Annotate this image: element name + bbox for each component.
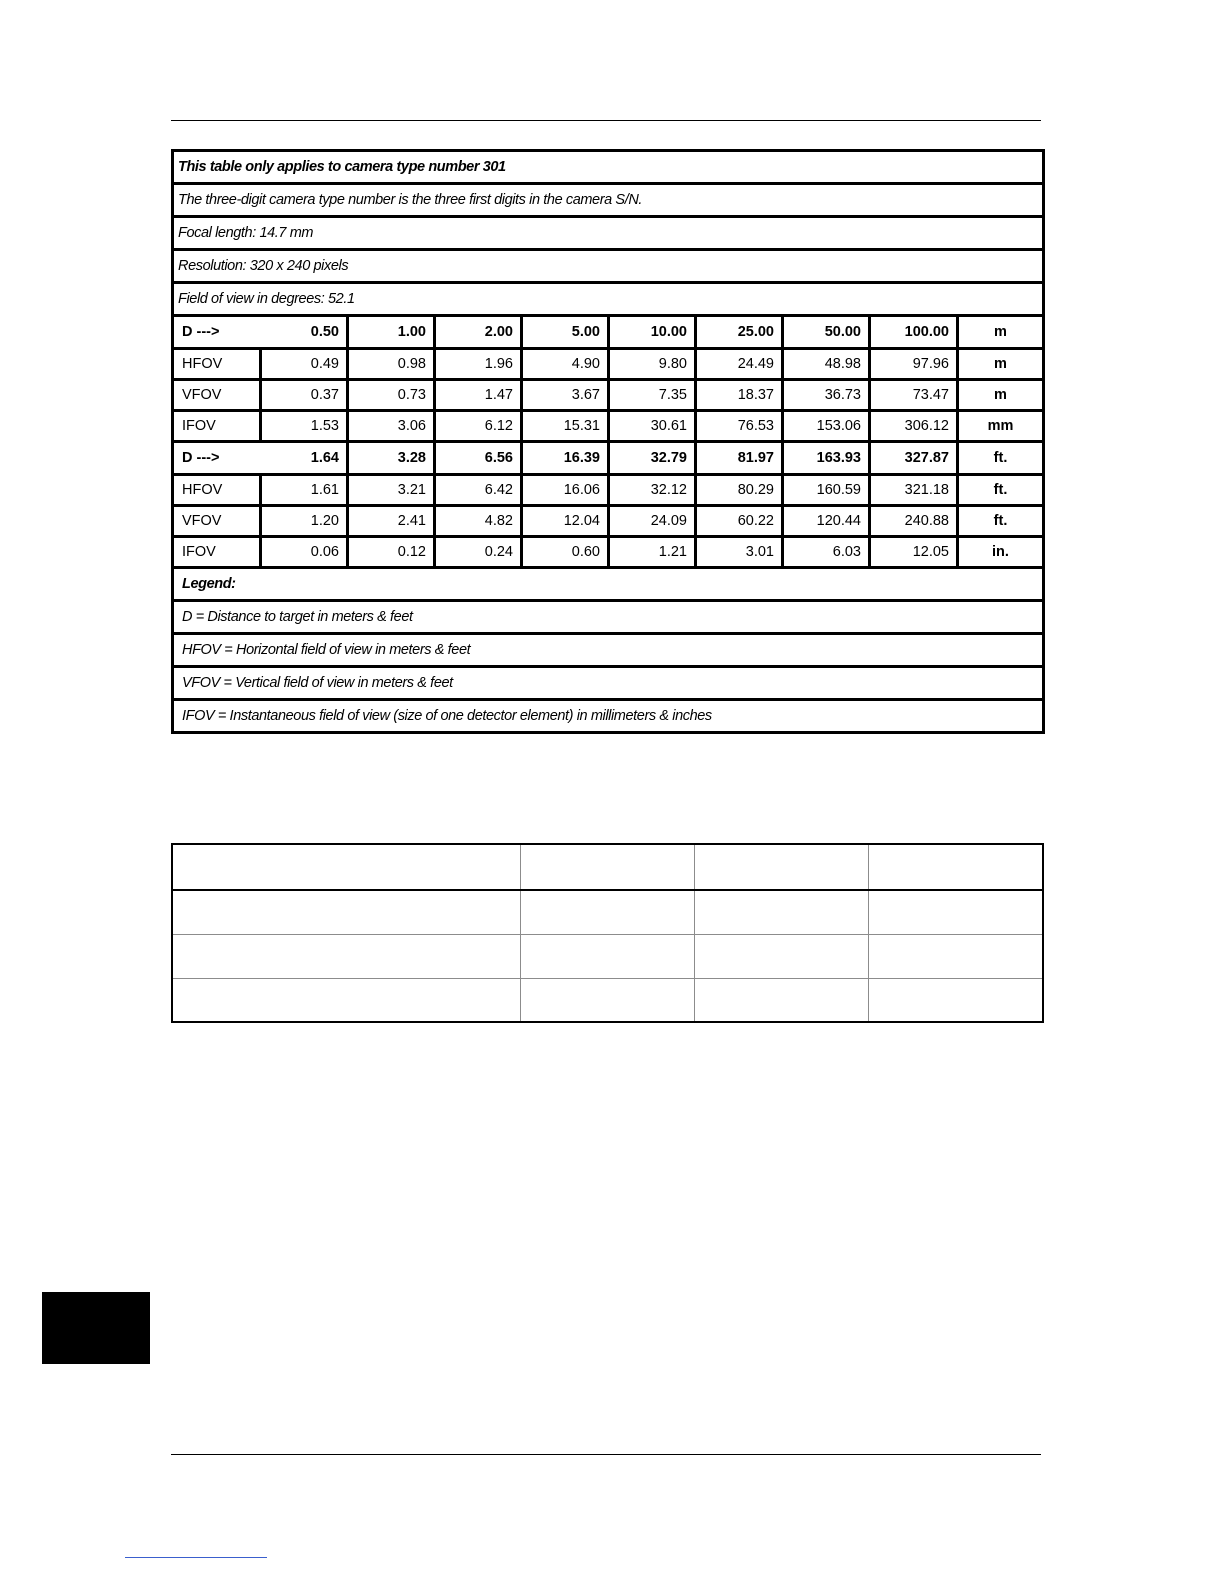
table-cell: 7.35 [609,380,696,411]
table-cell [172,890,520,934]
table-cell: 1.64 [310,450,339,466]
table-cell: 6.56 [435,442,522,475]
table-cell: 3.06 [348,411,435,442]
table-cell: 4.82 [435,506,522,537]
table-cell: 32.79 [609,442,696,475]
table-cell: 3.01 [696,537,783,568]
distance-label: D ---> [182,324,220,340]
distance-label-cell [173,316,348,349]
table-cell: 327.87 [870,442,958,475]
table-cell: 0.37 [261,380,348,411]
table-row [173,411,1044,442]
table-cell: 24.49 [696,349,783,380]
table-cell: 120.44 [783,506,870,537]
table-row [172,934,1043,978]
table-cell: 81.97 [696,442,783,475]
legend-item: VFOV = Vertical field of view in meters & feet [173,667,1044,700]
table-row [173,380,1044,411]
table-cell: 16.39 [522,442,609,475]
unit-cell: m [958,349,1044,380]
table-cell [694,890,868,934]
row-label: IFOV [173,411,261,442]
table-cell: 32.12 [609,475,696,506]
table-cell: 0.06 [261,537,348,568]
footer-rule [171,1454,1041,1455]
table-cell [868,978,1043,1022]
table-cell: 30.61 [609,411,696,442]
unit-cell: ft. [958,475,1044,506]
table-cell: 97.96 [870,349,958,380]
table-cell [520,934,694,978]
legend-item: IFOV = Instantaneous field of view (size of one detector element) in millimeters & inches [173,700,1044,733]
table-cell: 2.41 [348,506,435,537]
table-cell: 321.18 [870,475,958,506]
field-of-view-table [171,149,1045,734]
table-cell: 0.73 [348,380,435,411]
header-rule [171,120,1041,121]
table-cell: 6.12 [435,411,522,442]
table-row [172,978,1043,1022]
table-cell: 12.04 [522,506,609,537]
table-cell: 18.37 [696,380,783,411]
table-cell: 4.90 [522,349,609,380]
table-cell: 0.49 [261,349,348,380]
table-cell [694,978,868,1022]
table-row [172,844,1043,890]
table-cell: 25.00 [696,316,783,349]
table-title: This table only applies to camera type number 301 [173,151,1044,184]
table-cell: 240.88 [870,506,958,537]
table-cell: 60.22 [696,506,783,537]
camera-type-note: The three-digit camera type number is the three first digits in the camera S/N. [173,184,1044,217]
table-cell [868,934,1043,978]
unit-cell: mm [958,411,1044,442]
row-label: HFOV [173,475,261,506]
resolution: Resolution: 320 x 240 pixels [173,250,1044,283]
distance-label-cell [173,442,348,475]
table-cell [694,934,868,978]
table-row [172,890,1043,934]
table-cell: 3.67 [522,380,609,411]
footer-link-underline[interactable] [125,1557,267,1558]
table-cell [172,844,520,890]
table-cell [868,890,1043,934]
table-cell: 10.00 [609,316,696,349]
table-cell: 153.06 [783,411,870,442]
table-cell: 3.28 [348,442,435,475]
unit-cell: m [958,316,1044,349]
table-cell [172,978,520,1022]
table-cell: 160.59 [783,475,870,506]
table-cell: 50.00 [783,316,870,349]
table-cell: 3.21 [348,475,435,506]
table-cell: 100.00 [870,316,958,349]
table-cell: 1.61 [261,475,348,506]
table-cell: 0.12 [348,537,435,568]
table-cell: 6.42 [435,475,522,506]
legend-item: HFOV = Horizontal field of view in meters & feet [173,634,1044,667]
table-cell: 15.31 [522,411,609,442]
unit-cell: ft. [958,506,1044,537]
table-cell: 1.20 [261,506,348,537]
table-row [173,442,1044,475]
table-cell: 1.00 [348,316,435,349]
table-cell: 0.24 [435,537,522,568]
table-cell: 12.05 [870,537,958,568]
unit-cell: ft. [958,442,1044,475]
unit-cell: m [958,380,1044,411]
table-cell: 1.96 [435,349,522,380]
table-cell [520,890,694,934]
table-row [173,475,1044,506]
table-cell: 5.00 [522,316,609,349]
table-cell: 2.00 [435,316,522,349]
table-cell: 0.60 [522,537,609,568]
table-cell: 16.06 [522,475,609,506]
table-cell: 9.80 [609,349,696,380]
table-cell: 73.47 [870,380,958,411]
table-cell [694,844,868,890]
legend-title: Legend: [173,568,1044,601]
table-cell: 76.53 [696,411,783,442]
distance-label: D ---> [182,450,220,466]
table-cell [172,934,520,978]
legend-item: D = Distance to target in meters & feet [173,601,1044,634]
table-cell [520,978,694,1022]
table-cell [868,844,1043,890]
empty-table [171,843,1044,1023]
table-cell: 1.53 [261,411,348,442]
table-cell: 1.21 [609,537,696,568]
table-cell [520,844,694,890]
table-cell: 163.93 [783,442,870,475]
table-cell: 36.73 [783,380,870,411]
row-label: IFOV [173,537,261,568]
table-cell: 0.50 [310,324,339,340]
field-of-view-degrees: Field of view in degrees: 52.1 [173,283,1044,316]
table-row [173,316,1044,349]
table-cell: 306.12 [870,411,958,442]
table-row [173,349,1044,380]
table-cell: 6.03 [783,537,870,568]
row-label: VFOV [173,506,261,537]
unit-cell: in. [958,537,1044,568]
section-tab-marker [42,1292,150,1364]
table-cell: 0.98 [348,349,435,380]
table-cell: 48.98 [783,349,870,380]
table-row [173,537,1044,568]
row-label: HFOV [173,349,261,380]
table-cell: 24.09 [609,506,696,537]
table-row [173,506,1044,537]
row-label: VFOV [173,380,261,411]
table-cell: 80.29 [696,475,783,506]
focal-length: Focal length: 14.7 mm [173,217,1044,250]
table-cell: 1.47 [435,380,522,411]
